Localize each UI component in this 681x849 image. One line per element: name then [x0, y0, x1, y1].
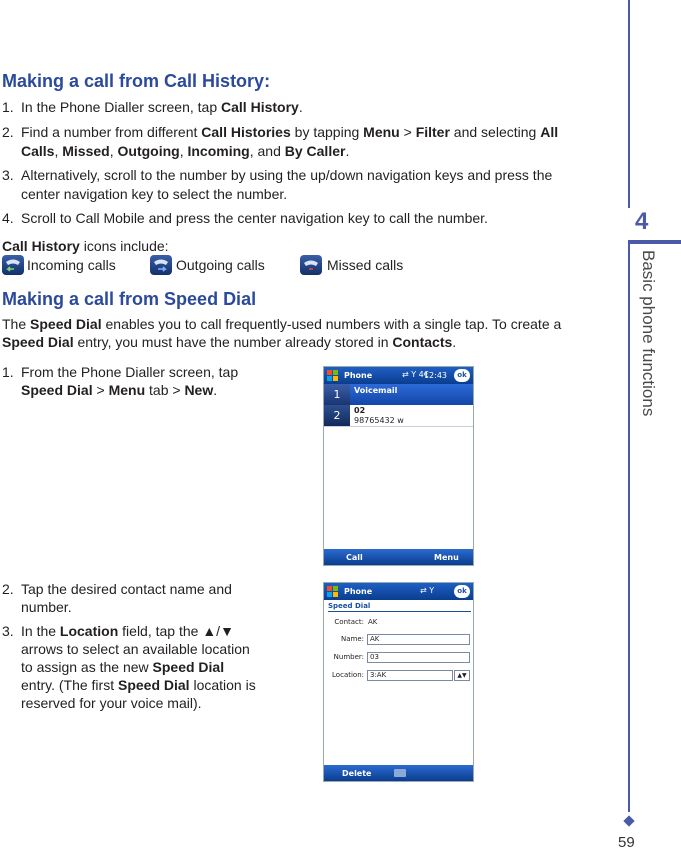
speed-dial-intro: The Speed Dial enables you to call frequently-used numbers with a single tap. To create a — [2, 316, 562, 332]
entry-name: 02 — [354, 406, 366, 415]
side-rule-bottom — [628, 244, 630, 812]
step-text: In the Phone Dialler screen, tap Call History. — [21, 99, 303, 115]
status-icons: ⇄ Y — [420, 586, 435, 595]
step-text: Tap the desired contact name and — [21, 581, 232, 597]
step-text-continued: center navigation key to select the number. — [21, 186, 288, 202]
title-bar — [324, 367, 473, 384]
speed-dial-form-screenshot — [323, 582, 474, 782]
step-text: From the Phone Dialler screen, tap — [21, 364, 239, 380]
location-field[interactable]: 3:AK — [367, 670, 453, 681]
list-item[interactable] — [324, 384, 473, 405]
step-number: 2. — [2, 581, 14, 597]
section-heading-call-history: Making a call from Call History: — [2, 71, 271, 91]
step-text-continued: number. — [21, 599, 72, 615]
ok-button[interactable]: ok — [454, 585, 470, 598]
window-title: Phone — [344, 371, 373, 380]
step-text: Scroll to Call Mobile and press the center navigation key to call the number. — [21, 210, 488, 226]
number-field[interactable]: 03 — [367, 652, 470, 663]
speed-dial-list-screenshot — [323, 366, 474, 566]
step-text-continued: to assign as the new Speed Dial — [21, 659, 225, 675]
icons-intro: Call History icons include: — [2, 238, 169, 254]
step-number: 4. — [2, 210, 14, 226]
contact-label: Contact: — [334, 618, 364, 626]
step-text: Alternatively, scroll to the number by using the up/down navigation keys and press the — [21, 167, 553, 183]
incoming-calls-label: Incoming calls — [27, 257, 116, 273]
windows-logo-icon — [327, 370, 339, 381]
step-text-continued: reserved for your voice mail). — [21, 695, 202, 711]
name-field[interactable]: AK — [367, 634, 470, 645]
list-item[interactable] — [324, 405, 473, 426]
missed-call-icon — [300, 255, 322, 275]
diamond-icon — [623, 815, 634, 826]
window-title: Phone — [344, 587, 373, 596]
step-text: Find a number from different Call Histories by tapping Menu > Filter and selecting All — [21, 124, 559, 140]
step-number: 2. — [2, 124, 14, 140]
chapter-number: 4 — [635, 208, 649, 235]
chapter-bar — [628, 240, 681, 244]
step-text-continued: Calls, Missed, Outgoing, Incoming, and By Caller. — [21, 143, 350, 159]
clock: 12:43 — [423, 371, 447, 380]
step-text-continued: entry. (The first Speed Dial location is — [21, 677, 256, 693]
status-icons: ⇄ Y 4€ — [402, 370, 429, 379]
name-label: Name: — [340, 635, 364, 643]
outgoing-calls-label: Outgoing calls — [176, 257, 265, 273]
soft-key-bar — [324, 765, 473, 781]
entry-name: Voicemail — [354, 386, 398, 395]
step-text: In the Location field, tap the ▲/▼ — [21, 623, 234, 639]
section-heading-speed-dial: Making a call from Speed Dial — [2, 289, 257, 309]
title-bar — [324, 583, 473, 600]
delete-softkey[interactable]: Delete — [342, 769, 372, 778]
outgoing-call-icon — [150, 255, 172, 275]
windows-logo-icon — [327, 586, 339, 597]
form-header: Speed Dial — [328, 602, 371, 610]
contact-value: AK — [368, 618, 378, 626]
ok-button[interactable]: ok — [454, 369, 470, 382]
step-number: 3. — [2, 623, 14, 639]
number-label: Number: — [333, 653, 364, 661]
menu-softkey[interactable]: Menu — [434, 553, 459, 562]
step-number: 1. — [2, 99, 14, 115]
slot-number: 1 — [324, 384, 350, 405]
page-number: 59 — [618, 834, 635, 849]
step-text-continued: arrows to select an available location — [21, 641, 250, 657]
location-label: Location: — [332, 671, 364, 679]
call-softkey[interactable]: Call — [346, 553, 363, 562]
step-number: 3. — [2, 167, 14, 183]
step-text-continued: Speed Dial > Menu tab > New. — [21, 382, 218, 398]
location-up-down-stepper[interactable]: ▲▼ — [454, 670, 470, 681]
speed-dial-intro-continued: Speed Dial entry, you must have the number already stored in Contacts. — [2, 334, 457, 350]
incoming-call-icon — [2, 255, 24, 275]
keyboard-icon[interactable] — [394, 769, 406, 777]
chapter-title: Basic phone functions — [639, 250, 658, 417]
entry-number: 98765432 w — [354, 416, 404, 425]
step-number: 1. — [2, 364, 14, 380]
side-rule-top — [628, 0, 630, 208]
slot-number: 2 — [324, 405, 350, 426]
soft-key-bar — [324, 549, 473, 565]
missed-calls-label: Missed calls — [327, 257, 404, 273]
